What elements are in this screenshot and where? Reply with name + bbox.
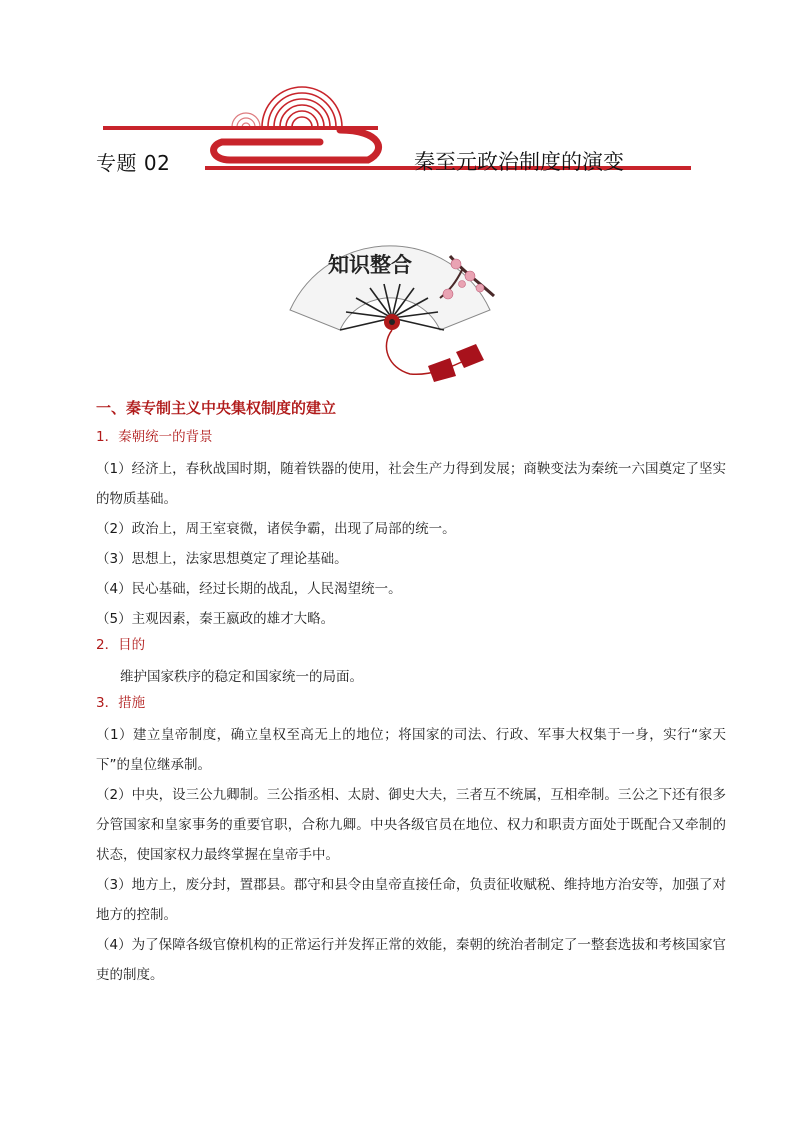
main-content: [96, 396, 726, 990]
fan-graphic: [280, 218, 510, 386]
page-header: [0, 0, 794, 185]
purpose-text: 维护国家秩序的稳定和国家统一的局面。: [120, 669, 363, 685]
list-item: （4）民心基础，经过长期的战乱，人民渴望统一。: [96, 581, 402, 597]
header-swirl: [214, 130, 379, 160]
list-item: （3）地方上，废分封，置郡县。郡守和县令由皇帝直接任命，负责征收赋税、维持地方治安等，加强了对地方的控制。: [96, 877, 726, 923]
list-item: （4）为了保障各级官僚机构的正常运行并发挥正常的效能，秦朝的统治者制定了一整套选拔和考核国家官吏的制度。: [96, 937, 726, 983]
sun-arcs-large: [262, 87, 342, 127]
list-item: （2）中央，设三公九卿制。三公指丞相、太尉、御史大夫，三者互不统属，互相牵制。三公之下还有很多分管国家和皇家事务的重要官职，合称九卿。中央各级官员在地位、权力和职责方面处于既配合又牵制的状态，使国家权力最终掌握在皇帝手中。: [96, 787, 726, 863]
list-item: （1）经济上，春秋战国时期，随着铁器的使用，社会生产力得到发展；商鞅变法为秦统一六国奠定了坚实的物质基础。: [96, 461, 726, 507]
subsection-title-purpose: 2．目的: [96, 637, 146, 653]
knowledge-fan-illustration: [280, 218, 510, 386]
list-item: （3）思想上，法家思想奠定了理论基础。: [96, 551, 348, 567]
fan-caption: 知识整合: [328, 252, 412, 277]
sun-arcs-small: [232, 113, 260, 127]
topic-title: 秦至元政治制度的演变: [414, 150, 624, 174]
list-item: （2）政治上，周王室衰微，诸侯争霸，出现了局部的统一。: [96, 521, 456, 537]
subsection-title-measures: 3．措施: [96, 695, 146, 711]
topic-label: 专题 02: [96, 151, 171, 175]
section-title: 一、秦专制主义中央集权制度的建立: [96, 399, 337, 417]
list-item: （1）建立皇帝制度，确立皇权至高无上的地位；将国家的司法、行政、军事大权集于一身，实行“家天下”的皇位继承制。: [96, 727, 726, 773]
subsection-title-background: 1．秦朝统一的背景: [96, 429, 213, 445]
list-item: （5）主观因素，秦王嬴政的雄才大略。: [96, 611, 335, 627]
